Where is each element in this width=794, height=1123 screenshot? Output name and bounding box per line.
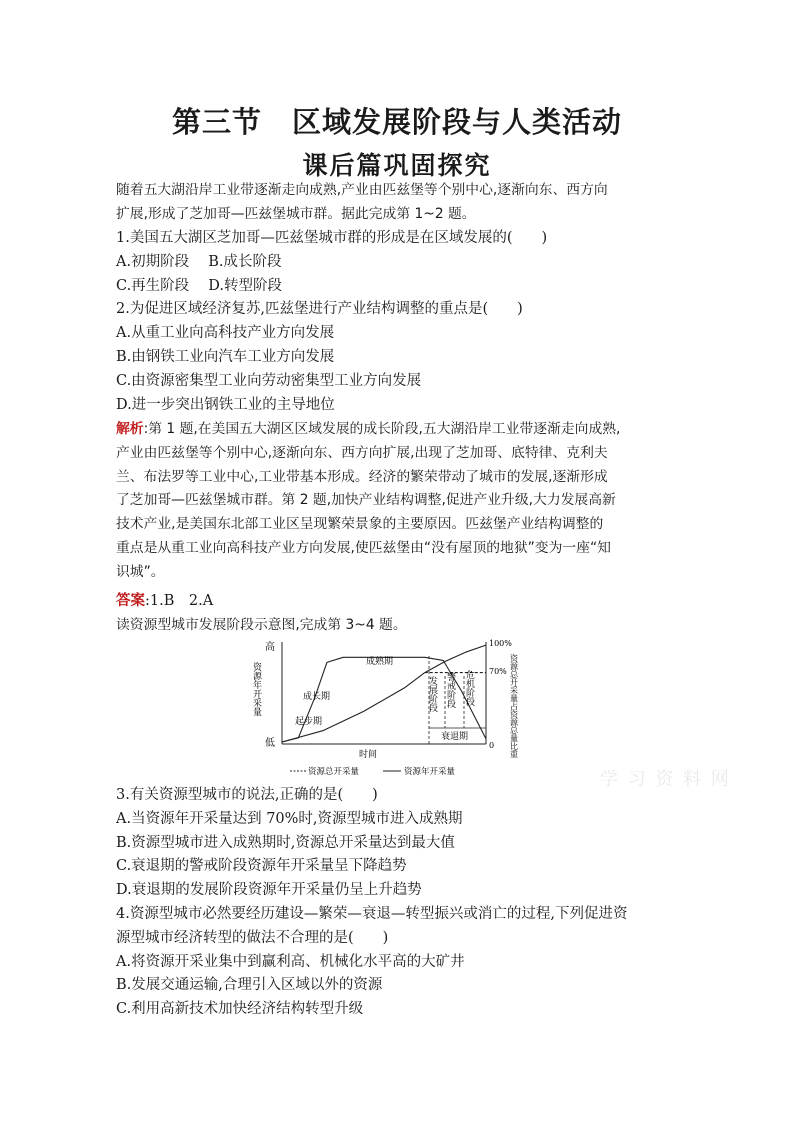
phase-label-start: 起步期: [295, 717, 323, 727]
intro-passage-1: [116, 179, 686, 227]
subphase-crisis: 危机阶段: [464, 670, 474, 706]
question-3-option-d: D.衰退期的发展阶段资源年开采量仍呈上升趋势: [116, 882, 422, 899]
analysis-line: 了芝加哥—匹兹堡城市群。第 2 题,加快产业结构调整,促进产业升级,大力发展高新: [116, 492, 616, 509]
right-axis-tick-70: 70%: [489, 667, 507, 676]
question-2-stem: 2.为促进区域经济复苏,匹兹堡进行产业结构调整的重点是( ): [116, 301, 523, 318]
question-4-option-c: C.利用高新技术加快经济结构转型升级: [116, 1001, 364, 1018]
question-4-option-b: B.发展交通运输,合理引入区域以外的资源: [116, 977, 383, 994]
analysis-line: 重点是从重工业向高科技产业方向发展,使匹兹堡由“没有屋顶的地狱”变为一座“知: [116, 539, 611, 556]
question-4-stem-line-2: 源型城市经济转型的做法不合理的是( ): [116, 929, 389, 946]
intro-passage-2: 读资源型城市发展阶段示意图,完成第 3~4 题。: [116, 616, 407, 633]
right-axis-tick-100: 100%: [489, 639, 512, 648]
left-axis-label: 资源年开采量: [251, 662, 261, 716]
question-1-options-row-1: A.初期阶段 B.成长阶段: [116, 253, 282, 270]
resource-city-stage-chart: [248, 632, 548, 782]
analysis-label: 解析: [116, 421, 144, 437]
question-2-option-b: B.由钢铁工业向汽车工业方向发展: [116, 348, 335, 365]
question-1-options-row-2: C.再生阶段 D.转型阶段: [116, 277, 283, 294]
section-subtitle: 课后篇巩固探究: [302, 151, 492, 180]
legend-label-annual: 资源年开采量: [404, 767, 456, 777]
subphase-warning: 警戒阶段: [445, 672, 455, 708]
question-2-option-c: C.由资源密集型工业向劳动密集型工业方向发展: [116, 372, 422, 389]
question-3-option-a: A.当资源年开采量达到 70%时,资源型城市进入成熟期: [116, 810, 463, 827]
phase-label-growth: 成长期: [303, 692, 331, 702]
analysis-line: :第 1 题,在美国五大湖区区域发展的成长阶段,五大湖沿岸工业带逐渐走向成熟,: [143, 421, 621, 437]
intro-line: 随着五大湖沿岸工业带逐渐走向成熟,产业由匹兹堡等个别中心,逐渐向东、西方向: [116, 182, 608, 198]
questions-3-4: [116, 784, 686, 1022]
x-axis-label: 时间: [358, 750, 378, 760]
question-3-option-c: C.衰退期的警戒阶段资源年开采量呈下降趋势: [116, 858, 407, 875]
question-2-option-d: D.进一步突出钢铁工业的主导地位: [116, 396, 335, 413]
right-axis-tick-0: 0: [489, 741, 495, 750]
question-4-stem-line-1: 4.资源型城市必然要经历建设—繁荣—衰退—转型振兴或消亡的过程,下列促进资: [116, 905, 628, 922]
legend-label-total: 资源总开采量: [308, 767, 360, 777]
question-1-stem: 1.美国五大湖区芝加哥—匹兹堡城市群的形成是在区域发展的( ): [116, 230, 548, 246]
subphase-development: 发展阶段: [427, 676, 437, 712]
left-axis-high: 高: [265, 642, 275, 653]
question-4-option-a: A.将资源开采业集中到赢利高、机械化水平高的大矿井: [116, 953, 465, 970]
question-3-stem: 3.有关资源型城市的说法,正确的是( ): [116, 787, 378, 803]
questions-1-2: [116, 227, 686, 417]
right-axis-label: 资源总开采量占资源总量比重: [509, 654, 519, 758]
intro-line: 扩展,形成了芝加哥—匹兹堡城市群。据此完成第 1~2 题。: [116, 205, 476, 222]
analysis-line: 技术产业,是美国东北部工业区呈现繁荣景象的主要原因。匹兹堡产业结构调整的: [116, 516, 604, 533]
question-3-option-b: B.资源型城市进入成熟期时,资源总开采量达到最大值: [116, 834, 455, 851]
analysis-line: 产业由匹兹堡等个别中心,逐渐向东、西方向扩展,出现了芝加哥、底特律、克利夫: [116, 444, 608, 461]
answer-block: [116, 589, 686, 638]
phase-label-decline: 衰退期: [441, 732, 469, 742]
left-axis-low: 低: [265, 738, 275, 749]
analysis-block: [116, 418, 686, 585]
analysis-line: 兰、布法罗等工业中心,工业带基本形成。经济的繁荣带动了城市的发展,逐渐形成: [116, 468, 608, 485]
section-title: 第三节 区域发展阶段与人类活动: [171, 105, 622, 139]
analysis-line: 识城”。: [116, 563, 165, 580]
question-2-option-a: A.从重工业向高科技产业方向发展: [116, 325, 335, 342]
watermark: 学 习 资 料 网: [600, 769, 731, 790]
answer-text: :1.B 2.A: [145, 593, 214, 609]
answer-label: 答案: [116, 592, 145, 609]
phase-label-mature: 成熟期: [366, 657, 394, 667]
